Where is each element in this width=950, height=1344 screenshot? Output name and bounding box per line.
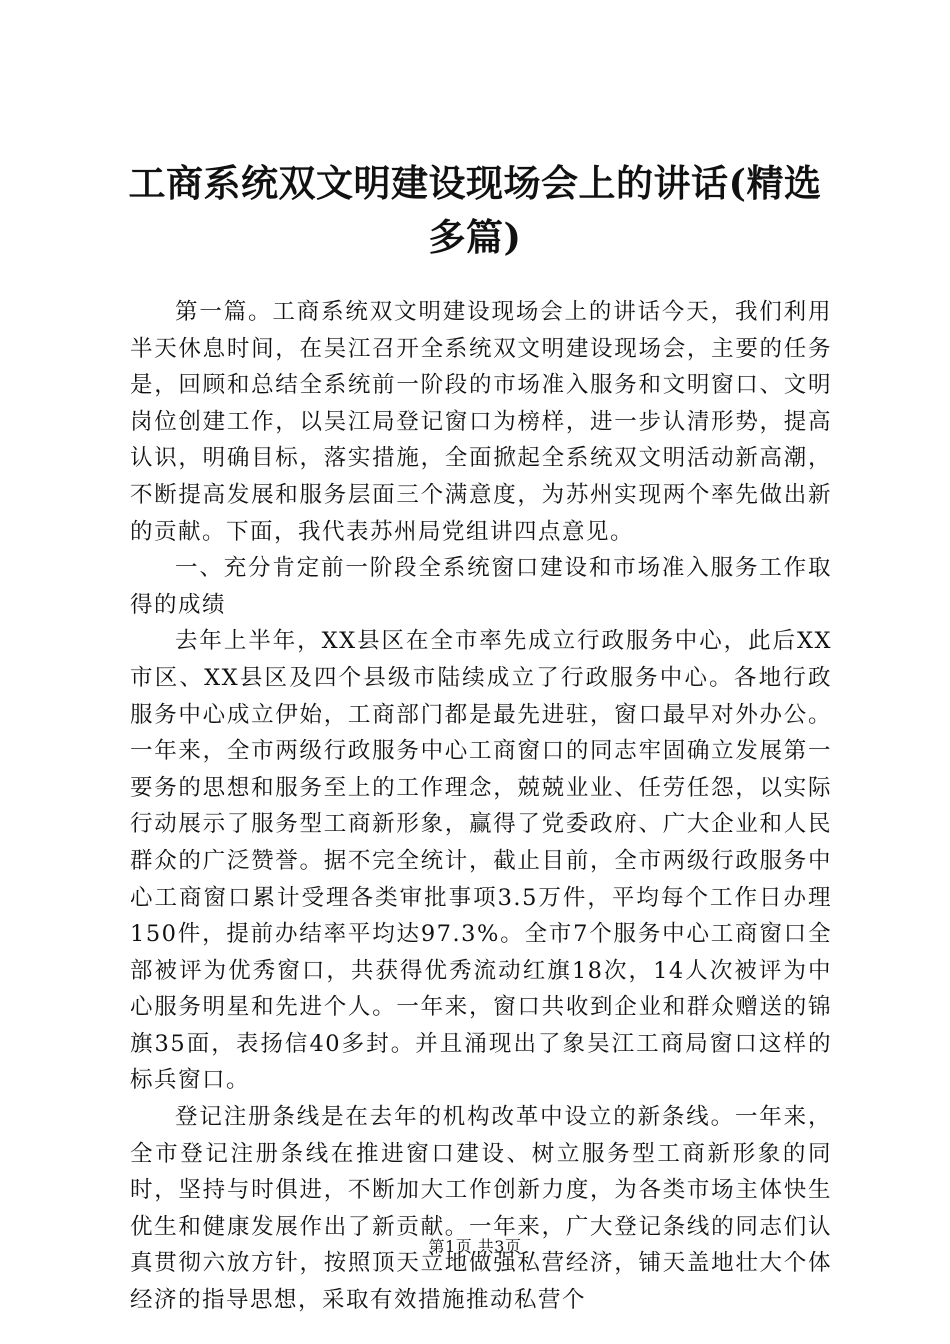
section-heading-1: 一、充分肯定前一阶段全系统窗口建设和市场准入服务工作取得的成绩 bbox=[130, 555, 832, 618]
paragraph-registration-line: 登记注册条线是在去年的机构改革中设立的新条线。一年来，全市登记注册条线在推进窗口建设、树立服务型工商新形象的同时，坚持与时俱进，不断加大工作创新力度，为各类市场主体快生优生和健康发展作出了新贡献。一年来，广大登记条线的同志们认真贯彻六放方针，按照顶天立地做强私营经济，铺天盖地壮大个体经济的指导思想，采取有效措施推动私营个 bbox=[130, 1104, 832, 1314]
paragraph-window-achievements: 去年上半年，XX县区在全市率先成立行政服务中心，此后XX市区、XX县区及四个县级市陆续成立了行政服务中心。各地行政服务中心成立伊始，工商部门都是最先进驻，窗口最早对外办公。一年来，全市两级行政服务中心工商窗口的同志牢固确立发展第一要务的思想和服务至上的工作理念，兢兢业业、任劳任怨，以实际行动展示了服务型工商新形象，赢得了党委政府、广大企业和人民群众的广泛赞誉。据不完全统计，截止目前，全市两级行政服务中心工商窗口累计受理各类审批事项3.5万件，平均每个工作日办理150件，提前办结率平均达97.3%。全市7个服务中心工商窗口全部被评为优秀窗口，共获得优秀流动红旗18次，14人次被评为中心服务明星和先进个人。一年来，窗口共收到企业和群众赠送的锦旗35面，表扬信40多封。并且涌现出了象吴江工商局窗口这样的标兵窗口。 bbox=[130, 628, 832, 1094]
document-title: 工商系统双文明建设现场会上的讲话(精选多篇) bbox=[128, 161, 822, 259]
document-body bbox=[130, 294, 832, 1319]
paragraph-intro: 第一篇。工商系统双文明建设现场会上的讲话今天，我们利用半天休息时间，在吴江召开全系统双文明建设现场会，主要的任务是，回顾和总结全系统前一阶段的市场准入服务和文明窗口、文明岗位创建工作，以吴江局登记窗口为榜样，进一步认清形势，提高认识，明确目标，落实措施，全面掀起全系统双文明活动新高潮，不断提高发展和服务层面三个满意度，为苏州实现两个率先做出新的贡献。下面，我代表苏州局党组讲四点意见。 bbox=[130, 299, 832, 545]
page-footer: 第1页 共3页 bbox=[428, 1237, 522, 1256]
